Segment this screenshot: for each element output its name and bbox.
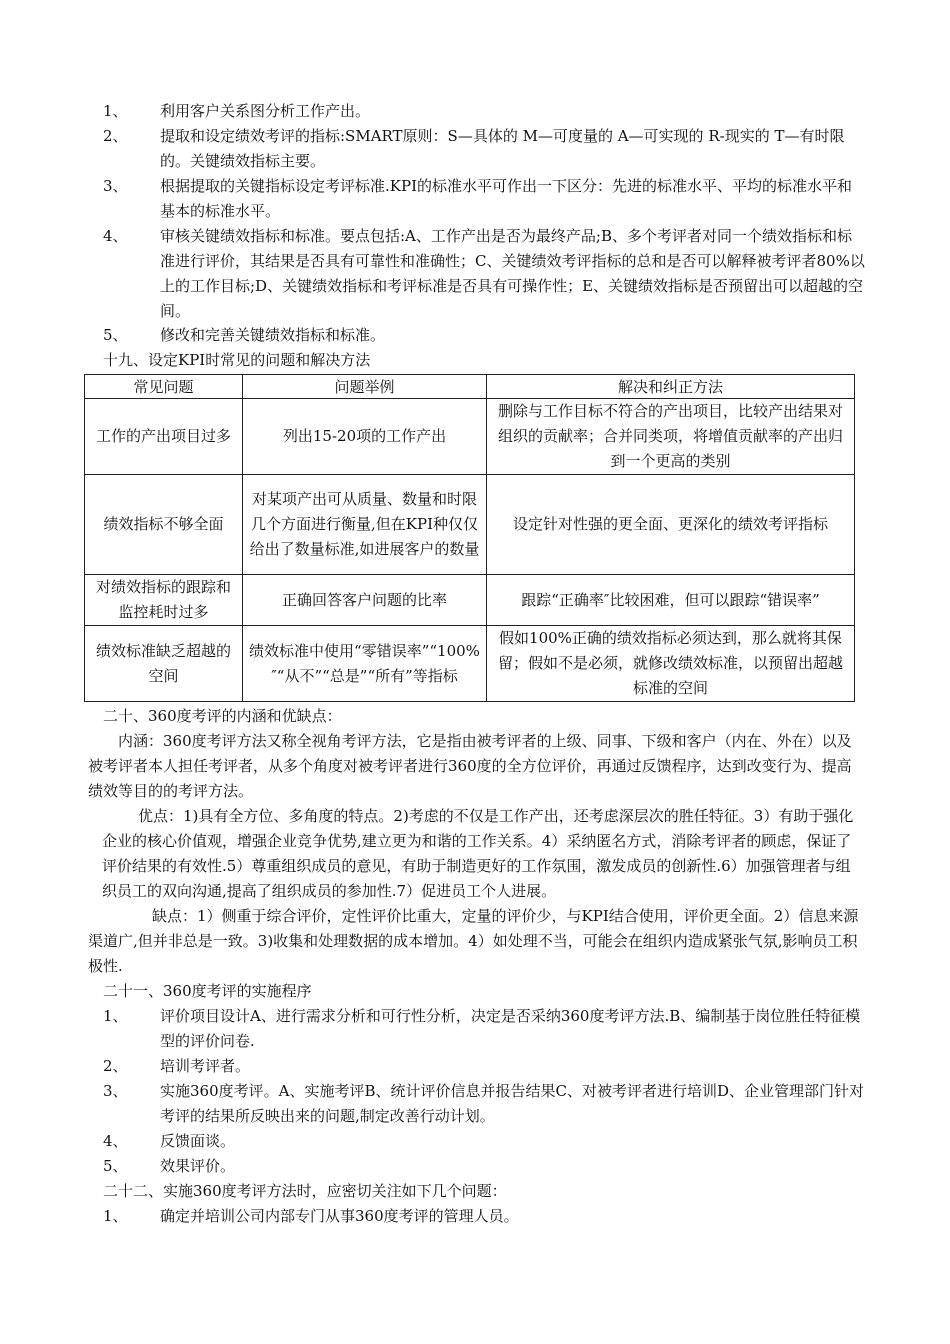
list-text: 利用客户关系图分析工作产出。 bbox=[160, 102, 371, 120]
solution-cell: 跟踪“正确率″比较困难，但可以跟踪“错误率” bbox=[487, 575, 855, 626]
section-heading: 十九、设定KPI时常见的问题和解决方法 bbox=[103, 351, 371, 369]
list-number: 1、 bbox=[103, 1207, 128, 1225]
list-text: 实施360度考评。A、实施考评B、统计评价信息并报告结果C、对被考评者进行培训D、企业管理部门针对考评的结果所反映出来的问题,制定改善行动计划。 bbox=[160, 1082, 864, 1125]
table-row bbox=[85, 475, 855, 575]
list-text: 根据提取的关键指标设定考评标准.KPI的标准水平可作出一下区分：先进的标准水平、平均的标准水平和基本的标准水平。 bbox=[160, 177, 852, 220]
column-header: 常见问题 bbox=[85, 375, 243, 399]
list-text: 提取和设定绩效考评的指标:SMART原则：S—具体的 M—可度量的 A—可实现的 R-现实的 T—有时限的。关键绩效指标主要。 bbox=[160, 127, 845, 170]
table-row bbox=[85, 626, 855, 702]
section-heading: 二十、360度考评的内涵和优缺点： bbox=[103, 707, 342, 725]
list-number: 1、 bbox=[103, 1007, 128, 1025]
advantages-paragraph: 优点：1)具有全方位、多角度的特点。2)考虑的不仅是工作产出，还考虑深层次的胜任特征。3）有助于强化企业的核心价值观，增强企业竞争优势,建立更为和谐的工作关系。4）采纳匿名方式，消除考评者的顾虑，保证了评价结果的有效性.5）尊重组织成员的意见，有助于制造更好的工作氛围，激发成员的创新性.6）加强管理者与组织员工的双向沟通,提高了组织成员的参加性.7）促进员工个人进展。 bbox=[102, 807, 854, 900]
problem-cell: 工作的产出项目过多 bbox=[85, 399, 243, 475]
list-number: 2、 bbox=[103, 127, 128, 145]
list-text: 培训考评者。 bbox=[160, 1057, 251, 1075]
list-number: 4、 bbox=[103, 1132, 128, 1150]
list-text: 修改和完善关键绩效指标和标准。 bbox=[160, 326, 386, 344]
example-cell: 绩效标准中使用“零错误率”“100%″“从不”“总是”“所有”等指标 bbox=[243, 626, 487, 702]
problem-cell: 绩效标准缺乏超越的空间 bbox=[85, 626, 243, 702]
section-heading: 二十一、360度考评的实施程序 bbox=[103, 982, 312, 1000]
list-number: 5、 bbox=[103, 326, 128, 344]
disadvantages-paragraph: 缺点：1）侧重于综合评价，定性评价比重大，定量的评价少，与KPI结合使用，评价更全面。2）信息来源渠道广,但并非总是一致。3)收集和处理数据的成本增加。4）如处理不当，可能会在组织内造成紧张气氛,影响员工积极性. bbox=[88, 907, 859, 975]
table-row bbox=[85, 575, 855, 626]
problem-cell: 对绩效指标的跟踪和监控耗时过多 bbox=[85, 575, 243, 626]
connotation-paragraph: 内涵：360度考评方法又称全视角考评方法，它是指由被考评者的上级、同事、下级和客户（内在、外在）以及被考评者本人担任考评者，从多个角度对被考评者进行360度的全方位评价，再通过反馈程序，达到改变行为、提高绩效等目的的考评方法。 bbox=[88, 732, 852, 800]
problem-cell: 绩效指标不够全面 bbox=[85, 475, 243, 575]
list-number: 3、 bbox=[103, 177, 128, 195]
list-number: 5、 bbox=[103, 1157, 128, 1175]
list-number: 1、 bbox=[103, 102, 128, 120]
list-text: 审核关键绩效指标和标准。要点包括:A、工作产出是否为最终产品;B、多个考评者对同一个绩效指标和标准进行评价，其结果是否具有可靠性和准确性；C、关键绩效考评指标的总和是否可以解释被考评者80%以上的工作目标;D、关键绩效指标和考评标准是否具有可操作性；E、关键绩效指标是否预留出可以超越的空间。 bbox=[160, 227, 865, 320]
list-number: 4、 bbox=[103, 227, 128, 245]
list-text: 效果评价。 bbox=[160, 1157, 236, 1175]
kpi-problems-table bbox=[84, 374, 855, 702]
solution-cell: 设定针对性强的更全面、更深化的绩效考评指标 bbox=[487, 475, 855, 575]
example-cell: 正确回答客户问题的比率 bbox=[243, 575, 487, 626]
list-text: 评价项目设计A、进行需求分析和可行性分析，决定是否采纳360度考评方法.B、编制基于岗位胜任特征模型的评价问卷. bbox=[160, 1007, 861, 1050]
section-heading: 二十二、实施360度考评方法时，应密切关注如下几个问题： bbox=[103, 1182, 507, 1200]
list-text: 确定并培训公司内部专门从事360度考评的管理人员。 bbox=[160, 1207, 519, 1225]
list-number: 3、 bbox=[103, 1082, 128, 1100]
list-number: 2、 bbox=[103, 1057, 128, 1075]
solution-cell: 删除与工作目标不符合的产出项目，比较产出结果对组织的贡献率；合并同类项，将增值贡献率的产出归到一个更高的类别 bbox=[487, 399, 855, 475]
table-header-row bbox=[85, 375, 855, 399]
example-cell: 对某项产出可从质量、数量和时限几个方面进行衡量,但在KPI种仅仅给出了数量标准,如进展客户的数量 bbox=[243, 475, 487, 575]
column-header: 问题举例 bbox=[243, 375, 487, 399]
solution-cell: 假如100%正确的绩效指标必须达到，那么就将其保留；假如不是必须，就修改绩效标准，以预留出超越标准的空间 bbox=[487, 626, 855, 702]
column-header: 解决和纠正方法 bbox=[487, 375, 855, 399]
example-cell: 列出15-20项的工作产出 bbox=[243, 399, 487, 475]
list-text: 反馈面谈。 bbox=[160, 1132, 236, 1150]
table-row bbox=[85, 399, 855, 475]
